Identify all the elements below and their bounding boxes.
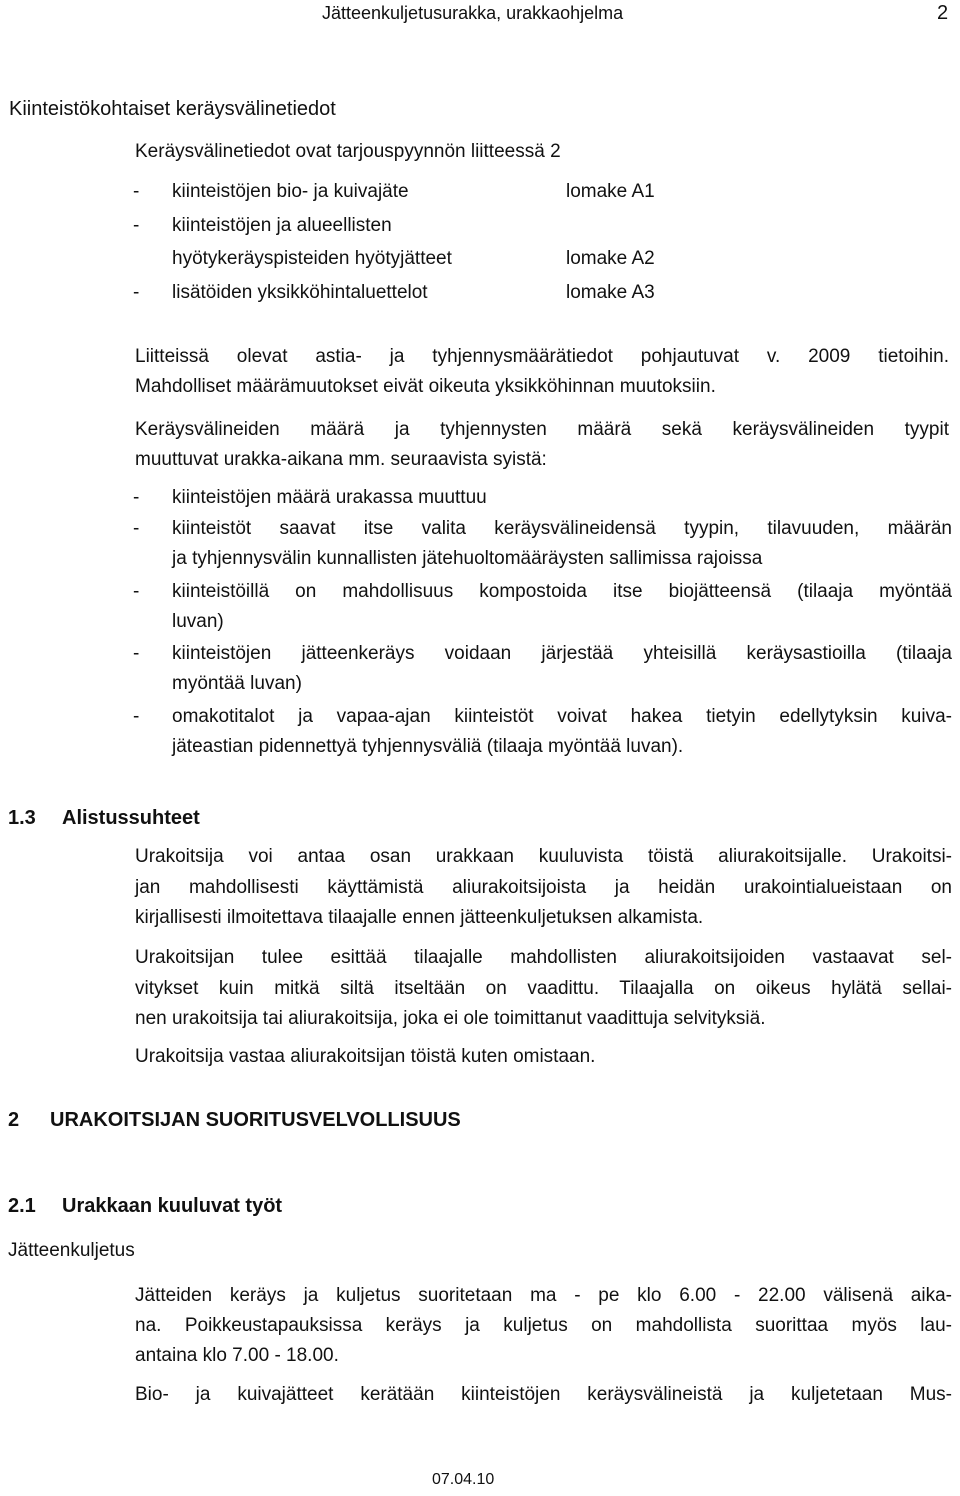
list-dash: -	[133, 518, 140, 539]
paragraph-line: Liitteissä olevat astia- ja tyhjennysmäärätiedot pohjautuvat v. 2009 tietoihin.	[135, 346, 949, 367]
list-dash: -	[133, 487, 140, 508]
paragraph-line: Urakoitsija voi antaa osan urakkaan kuuluvista töistä aliurakoitsijalle. Urakoitsi-	[135, 846, 952, 867]
list-dash: -	[133, 181, 140, 202]
list-dash: -	[133, 643, 140, 664]
subheading: Jätteenkuljetus	[8, 1240, 135, 1261]
form-reference: lomake A1	[566, 181, 655, 202]
paragraph-line: Urakoitsijan tulee esittää tilaajalle mahdollisten aliurakoitsijoiden vastaavat sel-	[135, 947, 952, 968]
list-item-text: kiinteistöt saavat itse valita keräysvälineidensä tyypin, tilavuuden, määrän	[172, 518, 952, 539]
list-dash: -	[133, 282, 140, 303]
list-item-text-continued: myöntää luvan)	[172, 673, 302, 694]
list-item-text: omakotitalot ja vapaa-ajan kiinteistöt voivat hakea tietyin edellytyksin kuiva-	[172, 706, 952, 727]
paragraph-line: vitykset kuin mitkä siltä itseltään on vaadittu. Tilaajalla on oikeus hylätä sellai-	[135, 978, 952, 999]
list-item-text-continued: ja tyhjennysvälin kunnallisten jätehuoltomääräysten sallimissa rajoissa	[172, 548, 763, 569]
paragraph-line: Bio- ja kuivajätteet kerätään kiinteistöjen keräysvälineistä ja kuljetetaan Mus-	[135, 1384, 952, 1405]
list-item	[0, 706, 960, 766]
section-heading-kerays: Kiinteistökohtaiset keräysvälinetiedot	[9, 98, 336, 120]
chapter-title: URAKOITSIJAN SUORITUSVELVOLLISUUS	[50, 1109, 461, 1131]
form-description: kiinteistöjen bio- ja kuivajäte	[172, 181, 409, 202]
paragraph-line: muuttuvat urakka-aikana mm. seuraavista syistä:	[135, 449, 547, 470]
footer-date: 07.04.10	[432, 1471, 495, 1488]
paragraph-line: antaina klo 7.00 - 18.00.	[135, 1345, 339, 1366]
form-reference: lomake A2	[566, 248, 655, 269]
forms-intro: Keräysvälinetiedot ovat tarjouspyynnön liitteessä 2	[135, 141, 561, 162]
list-item	[0, 643, 960, 703]
list-dash: -	[133, 706, 140, 727]
list-item-text: kiinteistöjen jätteenkeräys voidaan järjestää yhteisillä keräysastioilla (tilaaja	[172, 643, 952, 664]
list-item	[0, 518, 960, 578]
paragraph-line: Urakoitsija vastaa aliurakoitsijan töistä kuten omistaan.	[135, 1046, 596, 1067]
list-dash: -	[133, 581, 140, 602]
list-item-text: kiinteistöillä on mahdollisuus kompostoida itse biojätteensä (tilaaja myöntää	[172, 581, 952, 602]
form-reference: lomake A3	[566, 282, 655, 303]
form-description: kiinteistöjen ja alueellisten	[172, 215, 392, 236]
paragraph-line: na. Poikkeustapauksissa keräys ja kuljetus on mahdollista suorittaa myös lau-	[135, 1315, 952, 1336]
section-number: 2.1	[8, 1195, 36, 1217]
section-number: 1.3	[8, 807, 36, 829]
list-dash: -	[133, 215, 140, 236]
chapter-number: 2	[8, 1109, 20, 1131]
list-item-text-continued: luvan)	[172, 611, 224, 632]
list-item-text-continued: jäteastian pidennettyä tyhjennysväliä (tilaaja myöntää luvan).	[172, 736, 684, 757]
page-number: 2	[937, 2, 949, 24]
paragraph-line: Keräysvälineiden määrä ja tyhjennysten määrä sekä keräysvälineiden tyypit	[135, 419, 949, 440]
form-description: lisätöiden yksikköhintaluettelot	[172, 282, 428, 303]
paragraph-line: Mahdolliset määrämuutokset eivät oikeuta yksikköhinnan muutoksiin.	[135, 376, 716, 397]
paragraph-line: kirjallisesti ilmoitettava tilaajalle ennen jätteenkuljetuksen alkamista.	[135, 907, 704, 928]
list-item-text: kiinteistöjen määrä urakassa muuttuu	[172, 487, 487, 508]
paragraph-line: jan mahdollisesti käyttämistä aliurakoitsijoista ja heidän urakointialueistaan on	[135, 877, 952, 898]
list-item	[0, 581, 960, 641]
paragraph-line: nen urakoitsija tai aliurakoitsija, joka ei ole toimittanut vaadittuja selvityksiä.	[135, 1008, 766, 1029]
form-description: hyötykeräyspisteiden hyötyjätteet	[172, 248, 452, 269]
section-title: Alistussuhteet	[62, 807, 200, 829]
paragraph-line: Jätteiden keräys ja kuljetus suoritetaan ma - pe klo 6.00 - 22.00 välisenä aika-	[135, 1285, 952, 1306]
section-title: Urakkaan kuuluvat työt	[62, 1195, 283, 1217]
document-title: Jätteenkuljetusurakka, urakkaohjelma	[322, 3, 624, 23]
